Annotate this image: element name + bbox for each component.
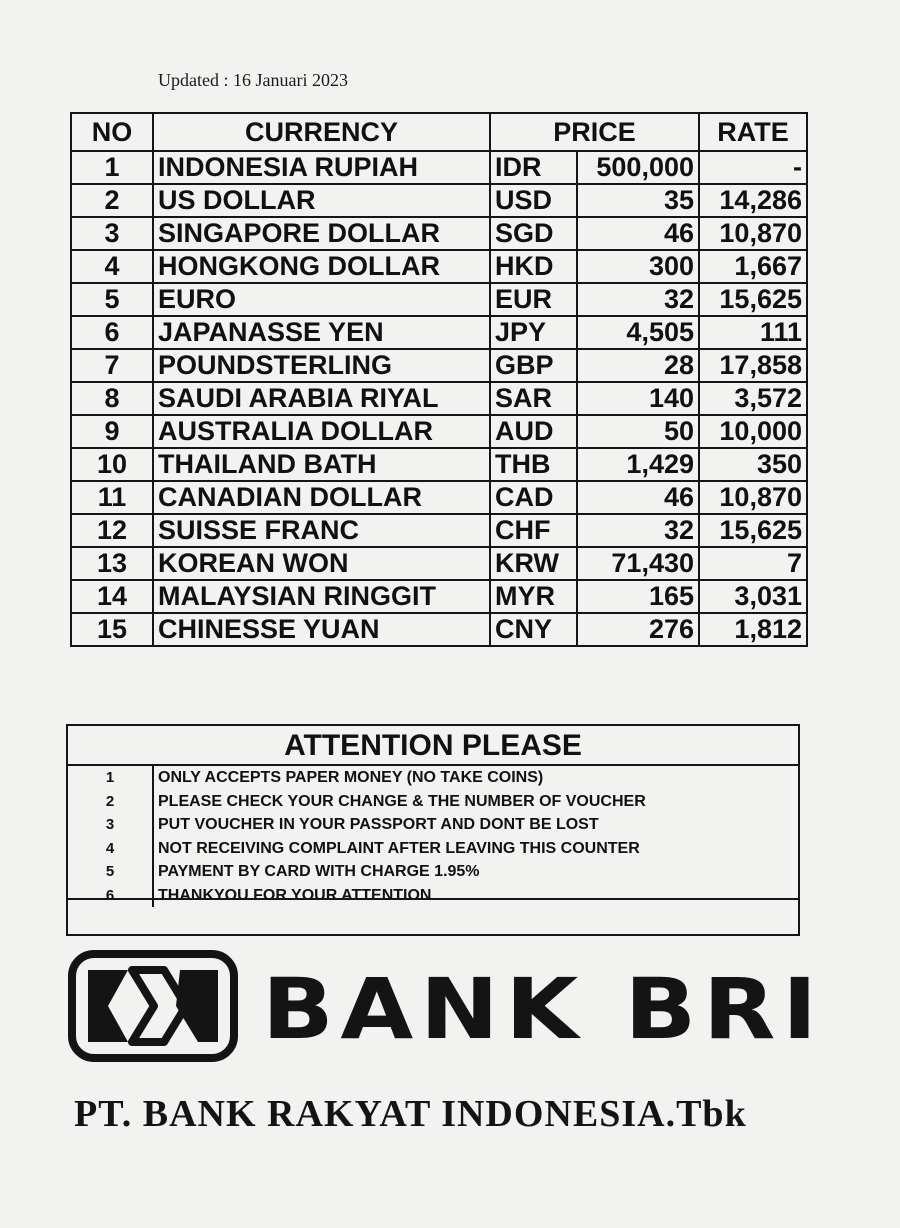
row-rate: 3,031 (699, 580, 807, 613)
row-currency: AUSTRALIA DOLLAR (153, 415, 490, 448)
column-header-rate: RATE (699, 113, 807, 151)
row-price: 46 (577, 217, 699, 250)
row-price: 140 (577, 382, 699, 415)
attention-item-text: PAYMENT BY CARD WITH CHARGE 1.95% (158, 863, 480, 880)
attention-item-number: 6 (68, 884, 154, 908)
row-no: 1 (71, 151, 153, 184)
updated-date: Updated : 16 Januari 2023 (158, 70, 348, 90)
row-currency: POUNDSTERLING (153, 349, 490, 382)
row-price: 32 (577, 283, 699, 316)
row-code: GBP (490, 349, 577, 382)
row-price: 71,430 (577, 547, 699, 580)
row-code: CNY (490, 613, 577, 646)
row-currency: HONGKONG DOLLAR (153, 250, 490, 283)
table-row (71, 481, 807, 514)
row-rate: 15,625 (699, 514, 807, 547)
attention-item-text: PUT VOUCHER IN YOUR PASSPORT AND DONT BE LOST (158, 816, 599, 833)
row-rate: 17,858 (699, 349, 807, 382)
row-code: MYR (490, 580, 577, 613)
row-no: 4 (71, 250, 153, 283)
row-code: USD (490, 184, 577, 217)
row-price: 50 (577, 415, 699, 448)
row-rate: 10,870 (699, 481, 807, 514)
row-currency: SINGAPORE DOLLAR (153, 217, 490, 250)
row-no: 6 (71, 316, 153, 349)
row-no: 14 (71, 580, 153, 613)
row-rate: 10,000 (699, 415, 807, 448)
row-rate: 111 (699, 316, 807, 349)
row-currency: SUISSE FRANC (153, 514, 490, 547)
table-row (71, 250, 807, 283)
row-no: 8 (71, 382, 153, 415)
row-code: SAR (490, 382, 577, 415)
row-currency: MALAYSIAN RINGGIT (153, 580, 490, 613)
row-code: CAD (490, 481, 577, 514)
attention-item (68, 813, 798, 837)
table-row (71, 283, 807, 316)
exchange-rate-table (70, 112, 808, 647)
row-no: 10 (71, 448, 153, 481)
attention-box (66, 724, 800, 936)
table-row (71, 382, 807, 415)
row-no: 7 (71, 349, 153, 382)
company-name: PT. BANK RAKYAT INDONESIA.Tbk (74, 1093, 747, 1135)
row-rate: 1,812 (699, 613, 807, 646)
attention-item-text: PLEASE CHECK YOUR CHANGE & THE NUMBER OF VOUCHER (158, 792, 646, 810)
row-currency: CHINESSE YUAN (153, 613, 490, 646)
attention-item (68, 837, 798, 861)
row-code: EUR (490, 283, 577, 316)
row-rate: 3,572 (699, 382, 807, 415)
column-header-currency: CURRENCY (153, 113, 490, 151)
table-row (71, 547, 807, 580)
table-row (71, 151, 807, 184)
table-row (71, 613, 807, 646)
row-currency: THAILAND BATH (153, 448, 490, 481)
row-price: 4,505 (577, 316, 699, 349)
table-row (71, 448, 807, 481)
row-currency: INDONESIA RUPIAH (153, 151, 490, 184)
attention-item (68, 860, 798, 884)
attention-title: ATTENTION PLEASE (68, 726, 798, 766)
row-rate: 350 (699, 448, 807, 481)
row-price: 46 (577, 481, 699, 514)
row-code: CHF (490, 514, 577, 547)
table-row (71, 184, 807, 217)
attention-list (68, 766, 798, 907)
table-header-row (71, 113, 807, 151)
row-price: 32 (577, 514, 699, 547)
row-price: 35 (577, 184, 699, 217)
attention-item-number: 2 (68, 790, 154, 814)
bank-name: BANK BRI (262, 960, 824, 1058)
table-row (71, 415, 807, 448)
row-rate: 7 (699, 547, 807, 580)
row-no: 13 (71, 547, 153, 580)
row-rate: 15,625 (699, 283, 807, 316)
attention-item (68, 766, 798, 790)
row-code: THB (490, 448, 577, 481)
row-rate: 14,286 (699, 184, 807, 217)
attention-item-number: 5 (68, 860, 154, 884)
row-code: HKD (490, 250, 577, 283)
row-price: 28 (577, 349, 699, 382)
row-price: 1,429 (577, 448, 699, 481)
row-price: 300 (577, 250, 699, 283)
row-no: 15 (71, 613, 153, 646)
row-code: IDR (490, 151, 577, 184)
bri-logo-graphic (68, 950, 238, 1062)
column-header-no: NO (71, 113, 153, 151)
table-row (71, 514, 807, 547)
row-currency: CANADIAN DOLLAR (153, 481, 490, 514)
attention-item-number: 3 (68, 813, 154, 837)
row-rate: - (699, 151, 807, 184)
row-price: 165 (577, 580, 699, 613)
table-row (71, 316, 807, 349)
row-no: 12 (71, 514, 153, 547)
row-currency: EURO (153, 283, 490, 316)
attention-item-text: THANKYOU FOR YOUR ATTENTION (158, 886, 432, 904)
attention-item-number: 4 (68, 837, 154, 861)
attention-item-text: ONLY ACCEPTS PAPER MONEY (NO TAKE COINS) (158, 769, 544, 786)
attention-item-text: NOT RECEIVING COMPLAINT AFTER LEAVING THIS COUNTER (158, 839, 640, 857)
row-rate: 10,870 (699, 217, 807, 250)
row-code: SGD (490, 217, 577, 250)
row-no: 2 (71, 184, 153, 217)
row-no: 5 (71, 283, 153, 316)
bri-logo-icon (68, 950, 238, 1062)
row-code: KRW (490, 547, 577, 580)
row-currency: SAUDI ARABIA RIYAL (153, 382, 490, 415)
row-currency: JAPANASSE YEN (153, 316, 490, 349)
table-row (71, 349, 807, 382)
row-price: 500,000 (577, 151, 699, 184)
row-code: AUD (490, 415, 577, 448)
table-row (71, 217, 807, 250)
row-no: 11 (71, 481, 153, 514)
attention-item-number: 1 (68, 766, 154, 790)
row-currency: US DOLLAR (153, 184, 490, 217)
row-no: 3 (71, 217, 153, 250)
column-header-price: PRICE (490, 113, 699, 151)
row-no: 9 (71, 415, 153, 448)
attention-footer-band (68, 898, 798, 934)
attention-item (68, 790, 798, 814)
row-rate: 1,667 (699, 250, 807, 283)
table-row (71, 580, 807, 613)
row-price: 276 (577, 613, 699, 646)
row-currency: KOREAN WON (153, 547, 490, 580)
row-code: JPY (490, 316, 577, 349)
